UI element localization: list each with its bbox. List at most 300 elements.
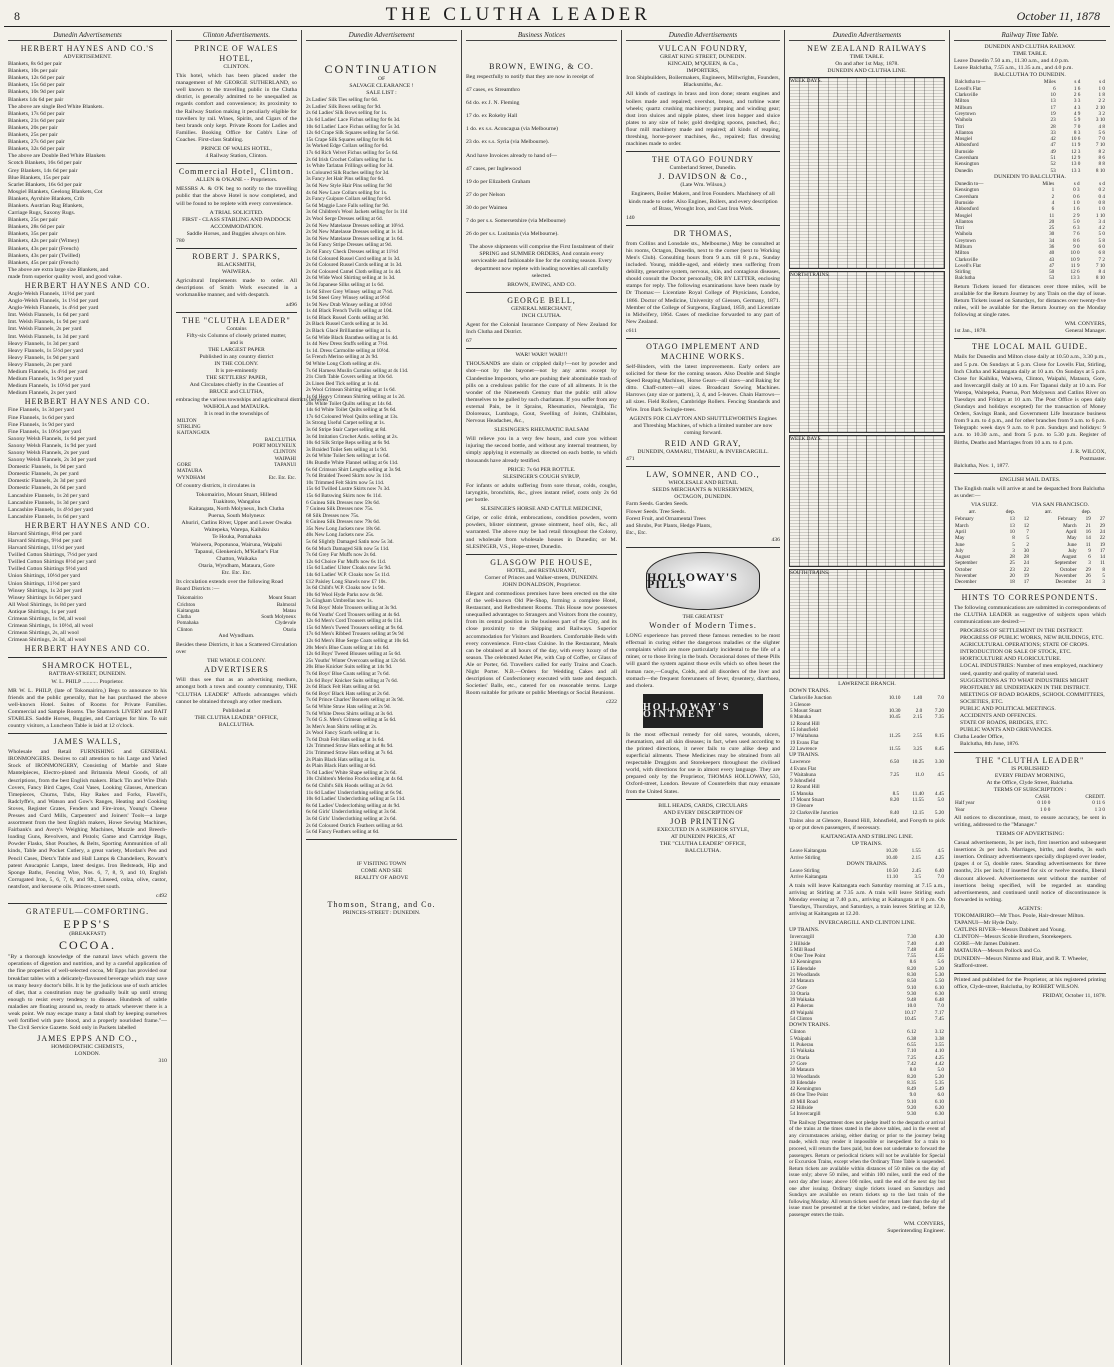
list-item: 3s 6d New Matelasse Dresses selling at 1s 6d.: [306, 235, 404, 242]
list-item: 7s 6d Drab Felt Hats selling at 1s 6d.: [306, 736, 385, 743]
table-row: April 10 7 April 16 24: [955, 528, 1105, 535]
table-row: 30 Mataura 8.0 5.0: [790, 1067, 944, 1074]
column-1: [4, 30, 172, 1365]
list-item: Blankets, 20s per pair: [8, 124, 58, 131]
glasgow-code: c222: [605, 699, 617, 706]
list-item: Saxony Welsh Flannels, 1s 9d per yard: [8, 442, 97, 449]
list-item: Fifty-six Columns of closely printed matter,: [186, 332, 287, 339]
list-item: Tapanui, Glenkenich, M'Kellar's Flat: [194, 548, 279, 555]
epps-firm: JAMES EPPS AND CO.,: [37, 1034, 138, 1044]
hints-list: [954, 628, 1106, 734]
table-row: Kensington 1 0 3 0 2: [955, 187, 1105, 194]
table-row: CASH. CREDIT.: [1035, 793, 1105, 800]
reid-gray-code: 471: [626, 456, 635, 463]
list-item: INTRODUCTION OR SALE OF STOCK, ETC.: [960, 649, 1072, 656]
newspaper-title: THE CLUTHA LEADER: [385, 4, 651, 25]
law-somner-code: 436: [771, 536, 780, 543]
list-item: IS PUBLISHED: [1011, 765, 1049, 772]
list-item: Tokomairiro, Mount Stuart, Hillend: [195, 491, 278, 498]
nzr-timetable: TIME TABLE.: [849, 54, 885, 60]
vulcan-body: All kinds of castings in brass and iron done; steam engines and boilers made and repaired; overshot, breast, and turbine water wheels; quartz crushing machinery; pumping and winding gear; dust iron sluices and nipple plates, sheet iron hopper and sluice plates to any size of hole; gold dredging spoons, punched, &c.; flour mill machinery made and repaired; all kinds of reaping, threshing, horse-power machines, &c., repaired; flax dressing machines made to order.: [626, 91, 780, 148]
list-item: Forest Fruit, and Ornamental Trees: [626, 515, 706, 522]
list-item: 12s 6d Boys' Tweed Blouses selling at 5s 6d.: [306, 651, 402, 658]
leader-promo-title: THE "CLUTHA LEADER": [182, 315, 291, 325]
otago-foundry-code: 140: [626, 214, 635, 221]
commercial-hotel-proprietor: ALLEN & O'KANE - - Proprietors.: [195, 177, 278, 184]
railway-tt-lines: [954, 58, 1106, 72]
list-item: Harvard Shirtings, 9½d per yard: [8, 538, 82, 544]
list-item: Waiwera, Popotunoa, Wairuna, Waipahi: [191, 541, 282, 548]
list-item: Lancashire Flannels, 1s 2d per yard: [8, 492, 89, 499]
list-item: MEETINGS OF ROAD BOARDS, SCHOOL COMMITTEES, SOCIETIES, ETC.: [960, 691, 1105, 705]
list-item: 4s Plain Black Hats selling at 6d.: [306, 763, 377, 770]
list-item: 3s Worked Edge Collars selling for 6d.: [306, 143, 389, 150]
table-row: Clutha South Molyneux: [177, 614, 296, 621]
list-item: Medium Flannels, 2s per yard: [8, 390, 77, 397]
list-item: Blankets, 25s per pair: [8, 132, 58, 139]
epps-cocoa: COCOA.: [58, 938, 116, 953]
list-item: PROGRESS OF SETTLEMENT IN THE DISTRICT.: [960, 627, 1084, 634]
list-item: Imt. Welsh Flannels, 1s 3d per yard: [8, 333, 89, 340]
table-row: Half year 0 10 0 0 11 6: [955, 800, 1105, 807]
table-row: Abbotsford 47 11 9 7 10: [955, 142, 1105, 149]
list-item: 20s White Toilet Quilts selling at 14s 6d.: [306, 400, 393, 407]
list-item: Blankets, 32s 6d per pair: [8, 146, 65, 153]
list-item: Fine Flannels, 1s 10½d per yard: [8, 428, 82, 435]
list-item: 17s 6d Coloured Wool Quilts selling at 13s.: [306, 413, 399, 420]
list-item: Crimean Shirtings, 2s 3d, all wool: [8, 637, 86, 644]
list-item: Heavy Flannels, 1s 3d per yard: [8, 340, 79, 347]
country-intro: Of country districts, it circulates in: [176, 482, 256, 489]
haynes-heading: HERBERT HAYNES AND CO.'S: [20, 44, 155, 53]
brown-ewing-firm: BROWN, EWING, AND CO.: [507, 281, 576, 288]
thomson-strang-address: PRINCES-STREET : DUNEDIN.: [342, 910, 421, 917]
list-item: 10s Trimmed Felt Skirts now 5s 11d.: [306, 479, 385, 486]
nzr-line: DUNEDIN AND CLUTHA LINE.: [827, 68, 907, 75]
list-item: Domestic Flannels, 1s 9d per yard: [8, 464, 86, 471]
kaitangata-title: KAITANGATA AND STIRLING LINE.: [820, 834, 914, 841]
list-item: GORE—Mr James Dabinett.: [954, 941, 1020, 948]
sparks-body: Agricultural Implements made to order. All descriptions of Smith Work executed in a workmanlike manner, and with despatch.: [176, 278, 297, 299]
table-row: 54 Clinton 10.45 7.45: [790, 1016, 944, 1023]
vulcan-trade: Iron Shipbuilders, Boilermakers, Engineers, Millwrights, Founders, Blacksmiths, &c.: [626, 75, 780, 89]
kaitangata-up-table: [789, 848, 945, 861]
flannels-list-1: [8, 291, 167, 397]
glasgow-sub: HOTEL, and RESTAURANT,: [506, 567, 577, 574]
list-item: and Shrubs, Pot Plants, Hedge Plants,: [626, 522, 712, 529]
list-item: 4s 6d New Lace Collars selling for 1s.: [306, 189, 388, 196]
table-row: 19 Glenore: [790, 803, 814, 810]
lawrence-down-table: [789, 695, 945, 752]
list-item: Twilled Cotton Shirtings 8½d per yard: [8, 559, 96, 566]
table-row: Arrive Kaitangata 11.10 3.5 7.0: [790, 874, 944, 881]
law-somner-title: LAW, SOMNER, AND CO.,: [646, 470, 760, 480]
table-row: 24 Mataura 8.50 5.50: [790, 978, 944, 985]
list-item: 14s 6d Ladies' W.P. Cloaks now 5s 11d.: [306, 572, 391, 579]
table-row: Clarksville 10 2 6 1 8: [955, 92, 1105, 99]
invercargill-down-table: [789, 1029, 945, 1117]
terms-title: TERMS OF SUBSCRIPTION :: [993, 786, 1067, 793]
come-line: COME AND SEE: [360, 867, 403, 874]
list-item: 3s 6d New Style Hair Pins selling for 9d: [306, 183, 392, 189]
column-7: [950, 30, 1110, 1365]
list-item: Imt. Welsh Flannels, 1s 9d per yard: [8, 319, 89, 326]
law-somner-sub: WHOLESALE AND RETAIL: [668, 480, 738, 487]
published-at: Published at: [222, 707, 251, 714]
george-bell-sub: GENERAL MERCHANT,: [511, 305, 572, 312]
shamrock-address: RATTRAY-STREET, DUNEDIN.: [48, 671, 127, 678]
list-item: Farm Seeds. Garden Seeds.: [626, 501, 689, 508]
issue-date: October 11, 1878: [1016, 9, 1100, 23]
glasgow-address: Corner of Princes and Walker-streets, DUNEDIN.: [484, 574, 599, 581]
column-5: [622, 30, 785, 1365]
list-item: Mosgiel Blankets, Geelong Blankets, Cot: [8, 188, 103, 195]
list-item: 2s 6d Coloured Camel Cloth selling at 1s 4d.: [306, 268, 402, 275]
list-item: £12 Paisley Long Shawls now £7 10s.: [306, 578, 387, 585]
otago-foundry-title: THE OTAGO FOUNDRY: [651, 155, 755, 165]
terms-table: [954, 794, 1106, 813]
table-row: July 3 30 July 9 17: [955, 547, 1105, 554]
list-item: Leave Balclutha, 7.55 a.m., 11.35 a.m., and 4.0 p.m.: [954, 65, 1073, 72]
table-row: March 13 12 March 21 29: [955, 522, 1105, 529]
list-item: 2s 6d Black Felt Hats selling at 6d.: [306, 684, 381, 691]
commercial-hotel-hire: Saddle Horses, and Buggies always on hire.: [186, 230, 287, 237]
holloway-greatest: THE GREATEST: [682, 613, 724, 620]
agents-title: AGENTS:: [1017, 905, 1042, 912]
list-item: 2s 6d Wide Wool Shirting selling at 1s 3d.: [306, 275, 396, 282]
table-row: Dunedin to— Miles s d s d: [955, 181, 1105, 188]
invercargill-up-table: [789, 934, 945, 1022]
table-row: 21 Woodlands 8.30 5.30: [790, 972, 944, 978]
list-item: 21s Trimmed Straw Hats selling at 7s 6d.: [306, 750, 394, 757]
list-item: 6 Guinea Silk Dresses now 59s 6d.: [306, 499, 381, 506]
mail-guide-signature: J. R. WILCOX,: [1070, 448, 1106, 455]
lawrence-up-table: [789, 759, 945, 816]
office-name: THE CLUTHA LEADER" OFFICE,: [194, 714, 279, 721]
list-item: BRUCE and CLUTHA,: [209, 389, 264, 396]
list-item: STATE OF ROADS, BRIDGES, ETC.: [960, 720, 1049, 727]
column-header: Dunedin Advertisements: [8, 30, 167, 41]
table-row: May 8 5 May 14 22: [955, 535, 1105, 542]
column-3: [302, 30, 462, 1365]
list-item: 15s 6d Ladies' Ulster Cloaks now 5s 9d.: [306, 565, 392, 572]
table-row: Kensington 52 13 0 8 8: [955, 161, 1105, 168]
war-headline: WAR! WAR!! WAR!!!: [515, 352, 568, 359]
list-item: Blankets, 43s per pair (French): [8, 245, 79, 252]
table-row: 22 Clarksville Junction 8.40 12.15 5.20: [790, 809, 944, 816]
list-item: 1s 9d Steel Grey Winsey selling at 9½d: [306, 295, 390, 302]
list-item: TAPANUI—Mr Hyde Daly.: [954, 920, 1018, 927]
balsam-price: PRICE: 7s 6d PER BOTTLE.: [507, 466, 576, 473]
thomson-strang-firm: Thomson, Strang, and Co.: [327, 900, 436, 910]
list-item: PUBLIC AND POLITICAL MEETINGS.: [960, 705, 1056, 712]
table-row: Balclutha 53 13 3 8 10: [955, 275, 1105, 282]
list-item: 1s 6d Silver Grey Winsey selling at 7½d.: [306, 288, 393, 295]
horse-title: SLESINGER'S HORSE AND CATTLE MEDICINE,: [480, 506, 603, 513]
list-item: 7s 6d Prince Charles' Bonnets selling at 3s 9d.: [306, 697, 404, 704]
table-row: CLINTON: [273, 449, 296, 456]
mail-guide-date: Balclutha, Nov. 1, 1877.: [954, 462, 1010, 469]
epps-firm-sub: HOMŒOPATHIC CHEMISTS,: [51, 1044, 124, 1051]
table-row: Caversham 51 12 9 8 6: [955, 155, 1105, 162]
table-row: Balclutha to— Miles s d s d: [955, 79, 1105, 86]
list-item: 7 Guinea Silk Dresses now 75s.: [306, 506, 374, 513]
list-item: And Circulates chiefly in the Counties of: [189, 382, 284, 389]
list-item: 6s 6d Child's Silk Hoods selling at 2s 6d.: [306, 783, 394, 790]
list-item: 3s Gingham Umbrellas now 1s.: [306, 598, 373, 605]
table-row: 21 Otaria 7.25 4.25: [790, 1054, 944, 1061]
otago-foundry-late: (Late Wm. Wilson,): [680, 182, 726, 189]
table-row: Leave Stirling 10.50 2.45 6.40: [790, 867, 944, 874]
list-item: 27 do per Nelson: [466, 191, 506, 198]
list-item: 35s New Long Jackets now 18s 6d.: [306, 525, 381, 532]
table-row: 15 Edendale 8.20 5.20: [790, 965, 944, 972]
table-row: Tokomairiro Mount Stuart: [177, 595, 296, 602]
leader-promo-lines: [176, 325, 329, 418]
table-row: 39 Edendale 8.35 5.35: [790, 1079, 944, 1086]
list-item: Union Shirtings, 10½d per yard: [8, 573, 81, 580]
list-item: 5s 6d Slightly Damaged Satin now 5s 3d.: [306, 539, 394, 546]
road-districts-tail: And Wyndham.: [218, 633, 255, 639]
via-san-francisco: VIA SAN FRANCISCO.: [1031, 502, 1090, 509]
table-row: Burnside 4 1 0 0 8: [955, 199, 1105, 206]
list-item: Contains: [226, 325, 247, 332]
list-item: embracing the various townships and agricultural districts between: [176, 396, 329, 403]
list-item: 2s Ladies' Silk Ties selling for 6d.: [306, 97, 379, 104]
table-row: Mosgiel 42 10 6 7 0: [955, 136, 1105, 143]
table-row: 19 Evans Flat: [790, 739, 819, 746]
table-row: 5 Mill Road 7.48 4.48: [790, 946, 944, 953]
advertisers-body: Will thus see that as an advertising medium, amongst both a town and country community, THE "CLUTHA LEADER" Affords advantages which cannot be obtained through any other medium.: [176, 677, 297, 705]
table-row: 11 Pukerau 6.55 3.55: [790, 1042, 944, 1049]
prince-wales-footer: PRINCE OF WALES HOTEL,: [201, 146, 272, 153]
timetable-grid-2: NORTH TRAINS.: [789, 271, 945, 433]
list-item: Medium Flannels, 1s 10½d per yard: [8, 383, 91, 390]
list-item: 3s 6d Children's Wool Jackets selling for 1s 11d: [306, 209, 408, 216]
shamrock-title: SHAMROCK HOTEL,: [42, 661, 133, 671]
list-item: Waitepeka, Warepa, Kaihiku: [204, 527, 269, 534]
list-item: Domestic Flannels, 2s per yard: [8, 471, 79, 478]
shirtings-list: [8, 531, 167, 645]
list-item: 3s 6d Imitation Crochet Antis. selling at 2s.: [306, 433, 398, 440]
glasgow-body: Elegant and commodious premises have been erected on the site of the well-known Old Pie-Shop, forming a complete Hotel, Restaurant, and Refreshment Rooms. This House now possesses unequalled advantages to Strangers and Visitors from the country, from its central position in the business part of the City, and its close proximity to the Shipping and Railways. Superior accommodation for Visitors and Boarders. Comfortable Beds with every convenience. First-class Cuisine. In the Restaurant, Meals can be obtained at all hours of the day, with every luxury of the season. The celebrated Ashet Pie, with Cup of Coffee, or Glass of Ale or Porter, 6d. Travellers called for early Trains and Coach. Night Porter. N.B.—Orders for Wedding Cakes and all descriptions of Confectionery executed with taste and despatch. Societies' Balls, etc., catered for on reasonable terms. Large Room suitable for private or public Meetings or Social Reunions.: [466, 590, 617, 697]
list-item: Puerua, South Molyneux: [208, 513, 265, 520]
list-item: Medium Flannels, 1s 9d per yard: [8, 376, 84, 383]
list-item: and is: [229, 339, 244, 346]
table-row: 27 Gore 7.42 4.42: [790, 1060, 944, 1067]
list-item: Harvard Shirtings, 11½d per yard: [8, 545, 85, 552]
list-item: 17s 6d Men's Ribbed Trousers selling at 9s 9d: [306, 631, 404, 638]
list-item: Chatton, Waikaka: [216, 555, 257, 562]
list-item: Lancashire Flannels, 1s 6d per yard: [8, 513, 89, 520]
nzr-date: On and after 1st May, 1878.: [835, 61, 899, 68]
vulcan-sub: GREAT KING STREET, DUNEDIN.: [660, 54, 746, 60]
cough-body: For infants or adults suffering from sore throat, colds, coughs, laryngitis, bronchitis, &c., gives instant relief, costs only 2s 6d per bottle.: [466, 482, 617, 504]
horse-body: Gripe, or colic drink, embrocations, condition powders, worm powders, blister ointment, grease ointment, hoof oils, &c., all warranted. The above may be had retail throughout the Colony, and wholesale from wholesale houses in Dunedin; or M. SLESINGER, V.S., Hope-street, Dunedin.: [466, 515, 617, 550]
epps-title: EPPS'S: [63, 917, 112, 932]
table-row: 27 Gore 9.10 6.10: [790, 984, 944, 991]
road-intro: Its circulation extends over the following Road Board Districts :—: [176, 579, 284, 593]
list-item: Saxony Welsh Flannels, 2s per yard: [8, 449, 90, 456]
table-row: Lovell's Flat 6 1 6 1 0: [955, 85, 1105, 92]
list-item: Imt. Welsh Flannels, 1s 6d per yard: [8, 312, 89, 319]
walls-code: c492: [155, 893, 167, 900]
commercial-hotel-trial: A TRIAL SOLICITED.: [209, 209, 264, 216]
table-row: 5 Waipahi 6.38 3.38: [790, 1035, 944, 1042]
law-somner-sub2: SEEDS MERCHANTS & NURSERYMEN,: [652, 487, 754, 494]
list-item: Blankets, 27s 6d per pair: [8, 139, 65, 146]
list-item: 7s 6d Braided Tweed Skirts now 3s 11d.: [306, 473, 392, 480]
table-row: 46 One Tree Point 9.0 6.0: [790, 1092, 944, 1099]
list-item: 12s 6d Ladies' Lace Fichus selling for 6s 3d.: [306, 117, 401, 124]
list-item: 1s 9d New Drab Winsey selling at 10½d: [306, 301, 392, 308]
implement-works-title: OTAGO IMPLEMENT AND MACHINE WORKS.: [646, 342, 760, 361]
list-item: Otaria, Wyndham, Mataura, Gore: [198, 562, 275, 569]
list-item: 1s 6d Heavy Crimean Shirting selling at 1s 2d.: [306, 394, 406, 400]
table-row: MILTON: [177, 417, 197, 424]
list-item: 3s Strong Useful Carpet selling at 1s.: [306, 420, 386, 427]
invercargill-down-label: DOWN TRAINS.: [789, 1022, 830, 1029]
railway-signature: WM. CONYERS,: [903, 1220, 945, 1227]
list-item: Lancashire Flannels, 1s 3d per yard: [8, 499, 89, 506]
reality-line: REALITY OF ABOVE: [354, 874, 409, 881]
list-item: 8s 6d Youths' Cord Trousers selling at 4s 6d.: [306, 611, 401, 618]
list-item: Blankets, 12s 6d per pair: [8, 75, 65, 82]
list-item: 12s Trimmed Straw Hats selling at 8s 9d.: [306, 743, 394, 750]
timetable-grid-4: SOUTH TRAINS.: [789, 569, 945, 679]
list-item: It is pre-eminently: [215, 368, 258, 375]
list-item: WAIHOLA and MATAURA.: [203, 403, 270, 410]
column-header: Dunedin Advertisements: [789, 30, 945, 41]
list-item: 12s 6d Choice Fur Muffs now 6s 11d.: [306, 558, 387, 565]
column-header: Business Notices: [466, 30, 617, 41]
clutha-leader-title: THE "CLUTHA LEADER": [975, 755, 1085, 765]
list-item: 2s 6d Irish Crochet Collars selling for 1s.: [306, 156, 394, 163]
lawrence-note: Trains also at Glenore, Round Hill, Johnsfield, and Forsyth to pick up or put down passengers, if necessary.: [789, 817, 945, 831]
hints-date: Balclutha, 8th June, 1876.: [960, 741, 1020, 748]
list-item: Heavy Flannels, 1s 9d per yard: [8, 354, 79, 361]
list-item: 26 do per s.s. Lusitania (via Melbourne).: [466, 231, 559, 238]
table-row: June 5 2 June 11 19: [955, 541, 1105, 548]
table-row: February 13 12 February 19 27: [955, 516, 1105, 523]
hints-body: The following communications are submitted in correspondents of the CLUTHA LEADER as suggestive of subjects upon which communications are desired:—: [954, 604, 1106, 625]
table-row: Dunedin 53 13 3 8 10: [955, 167, 1105, 174]
fares-table-2: [954, 181, 1106, 282]
list-item: 6s 6d Crimson Shirt Lengths selling at 3s 9d.: [306, 466, 402, 473]
list-item: Anglo-Welsh Flannels, 11½d per yard: [8, 291, 95, 297]
continuation-of: OF: [377, 76, 386, 82]
list-item: 6s 6d Girls' Underclothing selling at 3s 6d.: [306, 809, 397, 816]
table-row: PORT MOLYNEUX: [252, 443, 296, 450]
otago-foundry-firm: J. DAVIDSON & Co.,: [658, 172, 748, 182]
list-item: 2s 6d Ladies' Silk Bows selling for 1s.: [306, 110, 388, 117]
list-item: 12s 6d Men's Blue Serge Coats selling at 10s 6d.: [306, 637, 410, 644]
mail-guide-title: THE LOCAL MAIL GUIDE.: [972, 342, 1088, 352]
list-item: Etc. Etc. Etc.: [221, 569, 252, 576]
list-item: PROGRESS OF PUBLIC WORKS, NEW BUILDINGS, ETC.: [960, 635, 1104, 642]
list-item: 7s 6d G.S. Men's Crimean selling at 5s 6d.: [306, 717, 397, 724]
glasgow-proprietor: JOHN DONALDSON, Proprietor.: [502, 581, 581, 588]
railway-note: The Railway Department does not pledge itself to the despatch or arrival of the trains at the times stated in the above tables, and in the event of any circumstances arising, either during or prior to the journey being made, which may render it impossible or inexpedient for a train to proceed, will return the fares paid, but does not undertake to forward the passengers. Return or periodical tickets will not be available for Special or Excursion Trains, except when the Ordinary Time Table is suspended. Return tickets are available within distances of 50 miles on the day of issue only; above 50 miles, and within 100 miles, until the end of the next day after issue; above 100 miles, until the end of the next day but one after issuing. Ordinary single tickets issued on Saturdays and Sundays are available on return tickets up to the last train of the following Monday. All return tickets used for return later than the day of issue must be presented at the ticket window, and re-dated, before the passenger enters the train.: [789, 1119, 945, 1218]
list-item: Antique Shirtings, 1s per yard: [8, 608, 77, 615]
list-item: 2s Wool Fancy Scarfs selling at 1s.: [306, 730, 381, 737]
list-item: 15s 6d Batswing Skirts now 6s 11d.: [306, 492, 382, 499]
balclutha-to-dunedin: BALCLUTHA TO DUNEDIN.: [994, 72, 1066, 79]
table-row: Lovell's Flat 47 11 9 7 10: [955, 262, 1105, 269]
job-printing-prices: AT DUNEDIN PRICES, AT: [670, 833, 736, 840]
shipments-mid: And have Invoices already to hand of—: [466, 152, 557, 159]
list-item: Published in any country district: [199, 354, 274, 360]
list-item: MATAURA—Messrs Pollock and Co.: [954, 948, 1042, 955]
list-item: 2s Wool Serge Dresses selling at 6d.: [306, 215, 383, 222]
nzr-title: NEW ZEALAND RAILWAYS: [807, 44, 927, 53]
list-item: 2s 6d Fancy Check Dresses selling at 11½d: [306, 248, 398, 255]
list-item: Winsey Shirtings, 1s 2d per yard: [8, 587, 83, 594]
list-item: Saxony Welsh Flannels, 2s 3d per yard: [8, 457, 97, 464]
table-row: Crichton Balmoral: [177, 601, 296, 608]
list-item: 6s 6d Boys' Black Hats selling at 2s 6d.: [306, 690, 390, 697]
vulcan-importers: IMPORTERS,: [686, 68, 720, 75]
columns: [4, 30, 1110, 1365]
table-row: 2 Hillside 7.40 4.40: [790, 940, 944, 947]
road-districts-table: [176, 595, 297, 633]
imprint: Printed and published for the Proprietor, at his registered printing office, Clyde-street, Balclutha, by ROBERT WILSON.: [954, 976, 1106, 990]
column-header: Dunedin Advertisements: [626, 30, 780, 41]
table-row: 52 Hillside 9.20 6.20: [790, 1105, 944, 1112]
imprint-date: FRIDAY, October 11, 1878.: [1042, 992, 1106, 999]
brown-ewing-body: The above shipments will comprise the First Instalment of their SPRING and SUMMER ORDERS, And contain every serviceable and fashionable line for the coming season. Every department now replete with leading novelties all carefully selected.: [469, 244, 614, 279]
blankets-list-1: [8, 61, 167, 160]
table-row: Kaitangata Matau: [177, 607, 296, 614]
list-item: Etc., Etc.: [626, 529, 647, 536]
list-item: 3s 6d Girls' Underclothing selling at 2s 6d.: [306, 816, 397, 822]
list-item: 40s New Long Jackets now 25s.: [306, 532, 375, 539]
list-item: 20s Men's Blue Coats selling at 14s 6d.: [306, 644, 390, 651]
list-item: 2s Fancy Guipure Collars selling for 6d.: [306, 196, 392, 203]
dunedin-to-balclutha: DUNEDIN TO BALCLUTHA.: [994, 173, 1066, 180]
table-row: Milburn 17 4 3 2 10: [955, 104, 1105, 111]
column-header: Clinton Advertisements.: [176, 30, 297, 41]
list-item: Blankets, 42s per pair (Witney): [8, 238, 80, 245]
list-item: 10s 6d Ladies' Underclothing selling at 5s 11d.: [306, 796, 406, 803]
table-row: 17 Mount Stuart 8.20 11.55 5.0: [790, 797, 944, 804]
list-item: 7 do per s.s. Somersetshire (via Melbourne): [466, 218, 566, 225]
list-item: 47 cases, ex Streamthro: [466, 87, 521, 94]
dr-thomas-code: c611: [626, 327, 637, 334]
list-item: Blankets 14s 6d per pair: [8, 96, 64, 103]
list-item: 14s 6d White Toilet Quilts selling at 9s 6d.: [306, 407, 397, 414]
list-item: AGRICULTURAL OPERATIONS; STATE OF CROPS.: [960, 642, 1089, 649]
table-row: Waihola 23 5 9 3 10: [955, 117, 1105, 124]
english-mail-heads: [954, 502, 1106, 509]
table-row: Clinton 6.12 3.12: [790, 1029, 944, 1036]
table-row: 4 Evans Flat: [790, 765, 816, 772]
table-row: Milton 13 3 3 2 2: [955, 98, 1105, 105]
table-row: Allanton 33 8 3 5 6: [955, 129, 1105, 136]
haynes-firm-3: HERBERT HAYNES AND CO.: [24, 520, 151, 530]
list-item: 2s Black Glacé Brilliantine selling at 1s.: [306, 328, 392, 335]
railway-tt-note: Return Tickets issued for distances over three miles, will be available for the Return Journey by any Train on the day of issue. Return Tickets issued on Saturdays, for distances over twenty-five miles, will be available for the Return Journey on the Monday following at single rates.: [954, 283, 1106, 319]
table-row: 12 Kennington 8.6 5.6: [790, 959, 944, 966]
haynes-firm-2: HERBERT HAYNES AND CO.: [24, 397, 151, 407]
table-row: Milton 40 10 0 6 8: [955, 250, 1105, 257]
table-row: 7 Waitahuna 7.25 11.0 4.5: [790, 771, 944, 778]
balsam-body: Will relieve you in a very few hours, and cure you without injuring the second bottle, and without any internal treatment, by simply applying it externally as directed on each bottle, to which thousands have already testified.: [466, 436, 617, 464]
table-row: 5 Mount Stuart 10.30 2.0 7.20: [790, 708, 944, 715]
list-item: 1s 1d. Dress Carmolite selling at 10½d.: [306, 347, 390, 354]
salvage-title: SALVAGE CLEARANCE !: [349, 83, 414, 90]
prince-wales-town: CLINTON.: [223, 64, 250, 70]
